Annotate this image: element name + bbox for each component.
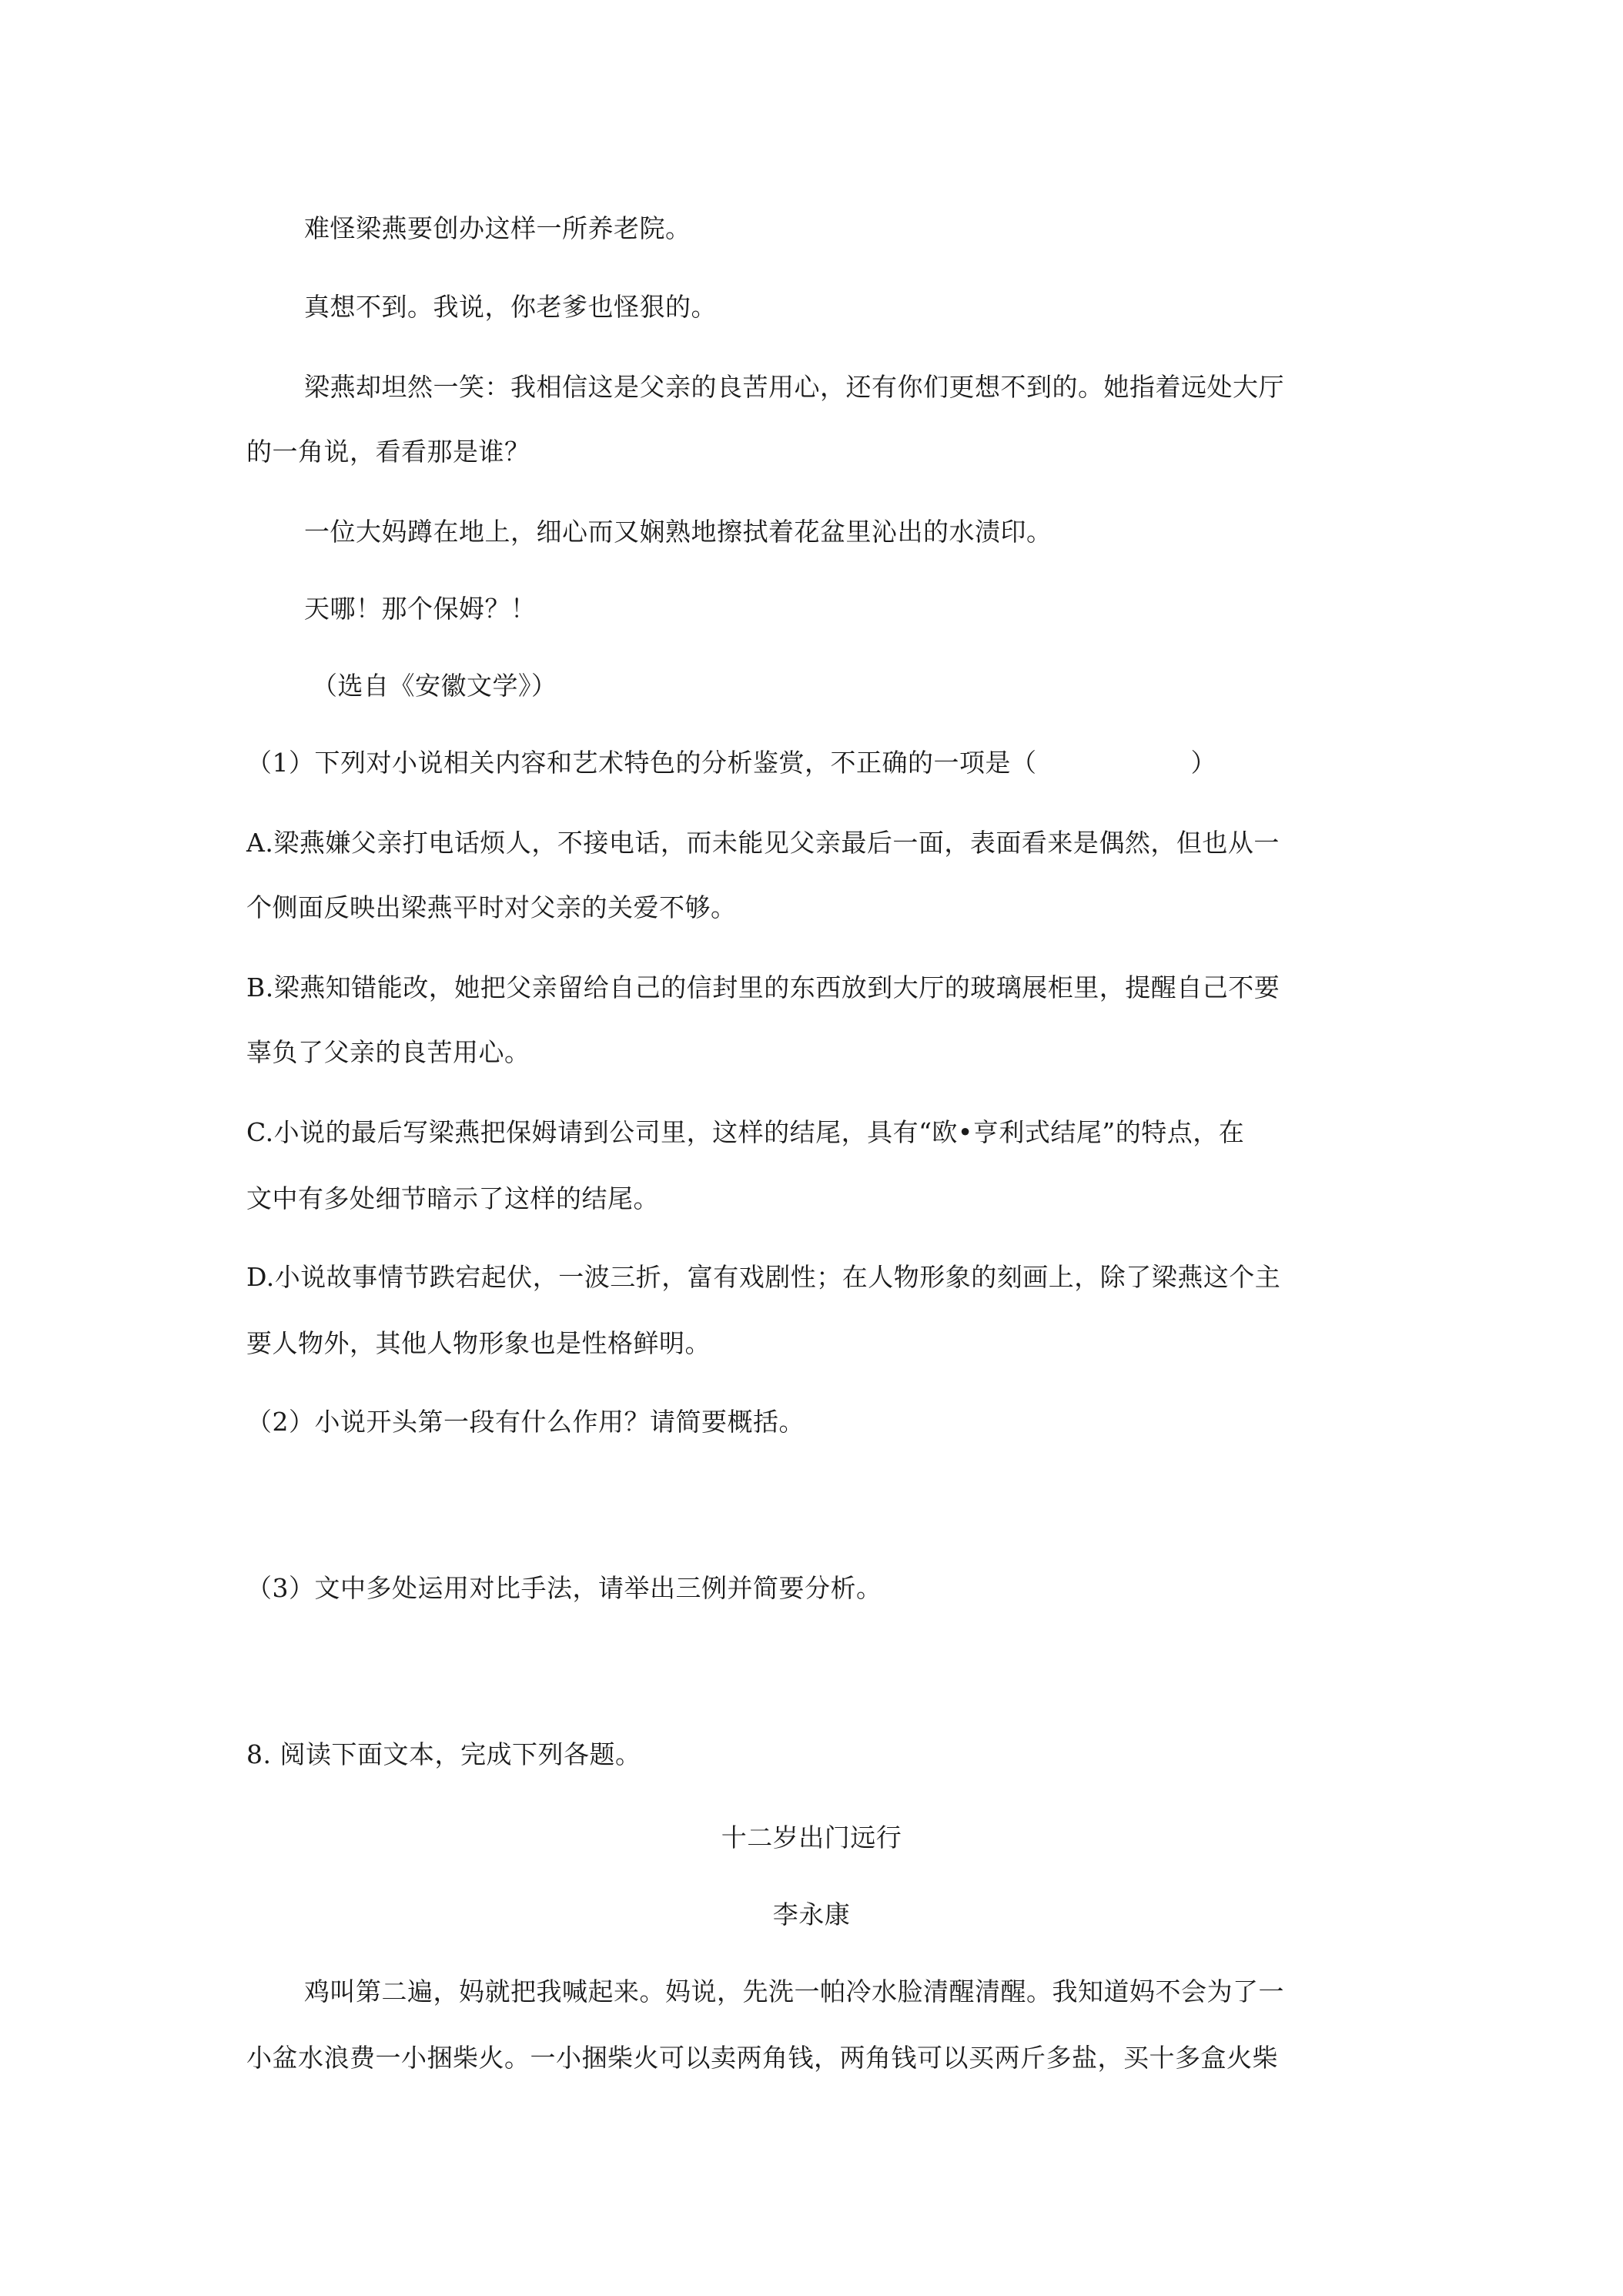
option-b: B.梁燕知错能改，她把父亲留给自己的信封里的东西放到大厅的玻璃展柜里，提醒自己不要 (246, 972, 1280, 1002)
option-d-continued: 要人物外，其他人物形象也是性格鲜明。 (246, 1328, 711, 1358)
question-1-close: ） (1190, 748, 1216, 778)
story-paragraph: 真想不到。我说，你老爹也怪狠的。 (304, 292, 717, 322)
article-paragraph-continued: 小盆水浪费一小捆柴火。一小捆柴火可以卖两角钱，两角钱可以买两斤多盐，买十多盒火柴 (246, 2043, 1278, 2073)
article-paragraph: 鸡叫第二遍，妈就把我喊起来。妈说，先洗一帕冷水脸清醒清醒。我知道妈不会为了一 (304, 1976, 1284, 2006)
source-citation: （选自《安徽文学》） (312, 671, 557, 701)
option-d: D.小说故事情节跌宕起伏，一波三折，富有戏剧性；在人物形象的刻画上，除了梁燕这个主 (246, 1262, 1281, 1292)
story-paragraph-continued: 的一角说，看看那是谁？ (246, 437, 530, 467)
story-paragraph: 梁燕却坦然一笑：我相信这是父亲的良苦用心，还有你们更想不到的。她指着远处大厅 (304, 372, 1284, 402)
article-title: 十二岁出门远行 (721, 1822, 902, 1853)
option-a-continued: 个侧面反映出梁燕平时对父亲的关爱不够。 (246, 892, 737, 922)
question-8-prompt: 8. 阅读下面文本，完成下列各题。 (246, 1739, 641, 1769)
question-1-text: （1）下列对小说相关内容和艺术特色的分析鉴赏，不正确的一项是（ (246, 748, 1037, 778)
story-paragraph: 一位大妈蹲在地上，细心而又娴熟地擦拭着花盆里沁出的水渍印。 (304, 517, 1052, 547)
story-paragraph: 难怪梁燕要创办这样一所养老院。 (304, 213, 691, 243)
question-1 (246, 746, 1401, 780)
question-3: （3）文中多处运用对比手法，请举出三例并简要分析。 (246, 1573, 882, 1603)
option-b-continued: 辜负了父亲的良苦用心。 (246, 1037, 530, 1067)
option-c: C.小说的最后写梁燕把保姆请到公司里，这样的结尾，具有“欧•亨利式结尾”的特点，在 (246, 1117, 1245, 1147)
story-paragraph: 天哪！那个保姆？！ (304, 594, 537, 624)
article-author: 李永康 (772, 1899, 851, 1930)
option-c-continued: 文中有多处细节暗示了这样的结尾。 (246, 1183, 659, 1213)
question-2: （2）小说开头第一段有什么作用？请简要概括。 (246, 1407, 805, 1437)
option-a: A.梁燕嫌父亲打电话烦人，不接电话，而未能见父亲最后一面，表面看来是偶然，但也从一 (246, 828, 1280, 858)
